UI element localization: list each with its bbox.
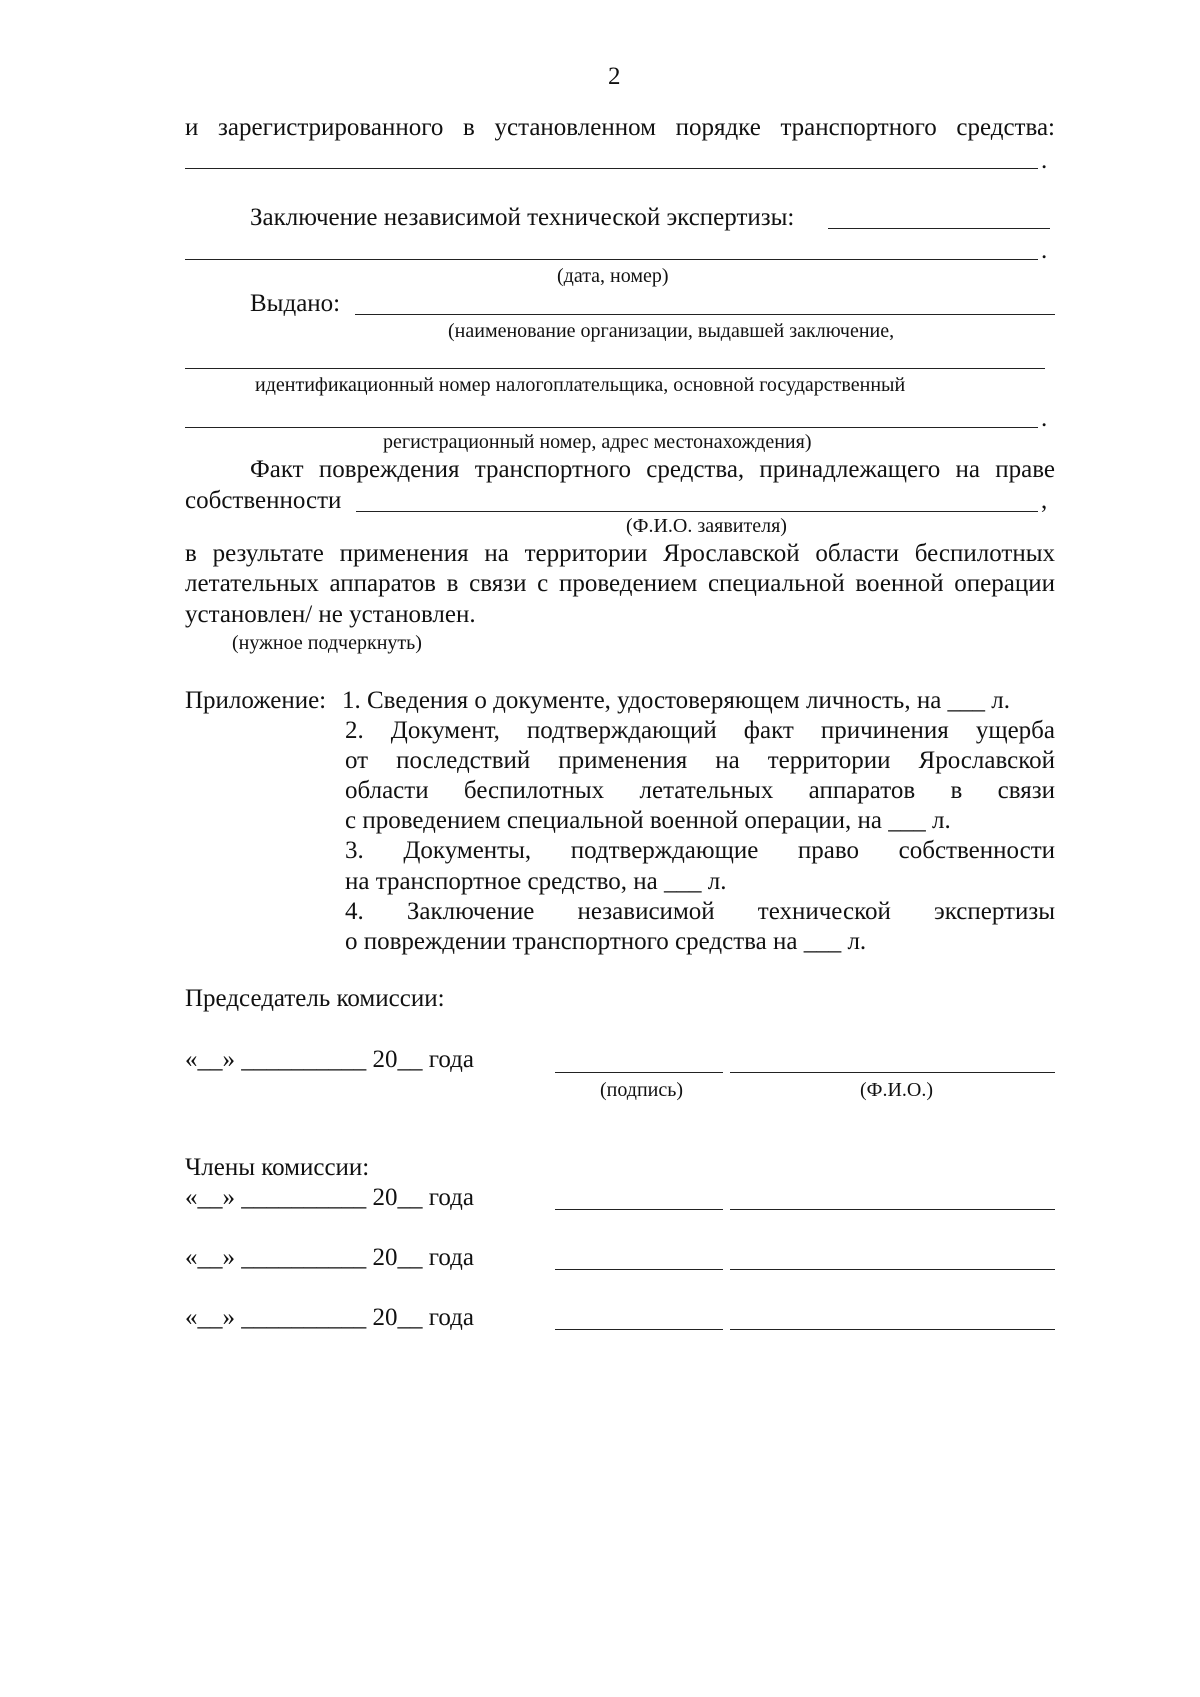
signature-caption: (подпись): [600, 1079, 684, 1101]
owner-blank-line[interactable]: [356, 511, 1038, 512]
vehicle-blank-line[interactable]: [185, 168, 1038, 169]
intro-line: и зарегистрированного в установленном порядке транспортного средства:: [185, 114, 1055, 141]
expertise-blank-line-2[interactable]: [185, 259, 1038, 260]
org-caption-1: (наименование организации, выдавшей заключение,: [448, 320, 895, 342]
expertise-blank-line[interactable]: [828, 228, 1050, 229]
member-fio-line[interactable]: [730, 1209, 1055, 1210]
dot: .: [1041, 147, 1048, 174]
appendix-item: 3. Документы, подтверждающие право собственности: [345, 837, 1055, 864]
fact-owner-label: собственности: [185, 487, 342, 514]
org-caption-2: идентификационный номер налогоплательщика, основной государственный: [255, 374, 906, 396]
appendix-item: с проведением специальной военной операции, на ___ л.: [345, 807, 951, 834]
result-line-3: установлен/ не установлен.: [185, 601, 476, 628]
chairman-label: Председатель комиссии:: [185, 985, 445, 1012]
member-signature-line[interactable]: [555, 1209, 723, 1210]
appendix-item: 1. Сведения о документе, удостоверяющем личность, на ___ л.: [342, 687, 1011, 714]
appendix-item: 4. Заключение независимой технической экспертизы: [345, 898, 1055, 925]
member-date: «__» __________ 20__ года: [185, 1304, 474, 1331]
member-date: «__» __________ 20__ года: [185, 1184, 474, 1211]
page-number: 2: [608, 63, 621, 90]
appendix-label: Приложение:: [185, 687, 327, 714]
fio-caption: (Ф.И.О.): [860, 1079, 934, 1101]
dot: .: [1041, 237, 1048, 264]
dot: .: [1041, 405, 1048, 432]
appendix-item: 2. Документ, подтверждающий факт причинения ущерба: [345, 717, 1055, 744]
member-fio-line[interactable]: [730, 1329, 1055, 1330]
result-line-1: в результате применения на территории Ярославской области беспилотных: [185, 540, 1055, 567]
members-label: Члены комиссии:: [185, 1154, 370, 1181]
fact-line-1: Факт повреждения транспортного средства, принадлежащего на праве: [250, 456, 1055, 483]
appendix-item: области беспилотных летательных аппаратов в связи: [345, 777, 1055, 804]
appendix-item: от последствий применения на территории Ярославской: [345, 747, 1055, 774]
chairman-fio-line[interactable]: [730, 1072, 1055, 1073]
org-blank-line-1[interactable]: [185, 368, 1045, 369]
chairman-signature-line[interactable]: [555, 1072, 723, 1073]
appendix-item: о повреждении транспортного средства на ___ л.: [345, 928, 867, 955]
member-fio-line[interactable]: [730, 1269, 1055, 1270]
date-number-caption: (дата, номер): [557, 265, 669, 287]
chairman-date: «__» __________ 20__ года: [185, 1046, 474, 1073]
comma: ,: [1041, 487, 1048, 514]
member-date: «__» __________ 20__ года: [185, 1244, 474, 1271]
issued-blank-line[interactable]: [355, 314, 1055, 315]
issued-label: Выдано:: [250, 290, 341, 317]
result-line-2: летательных аппаратов в связи с проведением специальной военной операции: [185, 570, 1055, 597]
org-blank-line-2[interactable]: [185, 427, 1038, 428]
fio-applicant-caption: (Ф.И.О. заявителя): [626, 515, 787, 537]
member-signature-line[interactable]: [555, 1329, 723, 1330]
expertise-label: Заключение независимой технической экспертизы:: [250, 204, 795, 231]
appendix-item: на транспортное средство, на ___ л.: [345, 868, 727, 895]
org-caption-3: регистрационный номер, адрес местонахождения): [383, 431, 812, 453]
member-signature-line[interactable]: [555, 1269, 723, 1270]
underline-note: (нужное подчеркнуть): [232, 632, 422, 654]
